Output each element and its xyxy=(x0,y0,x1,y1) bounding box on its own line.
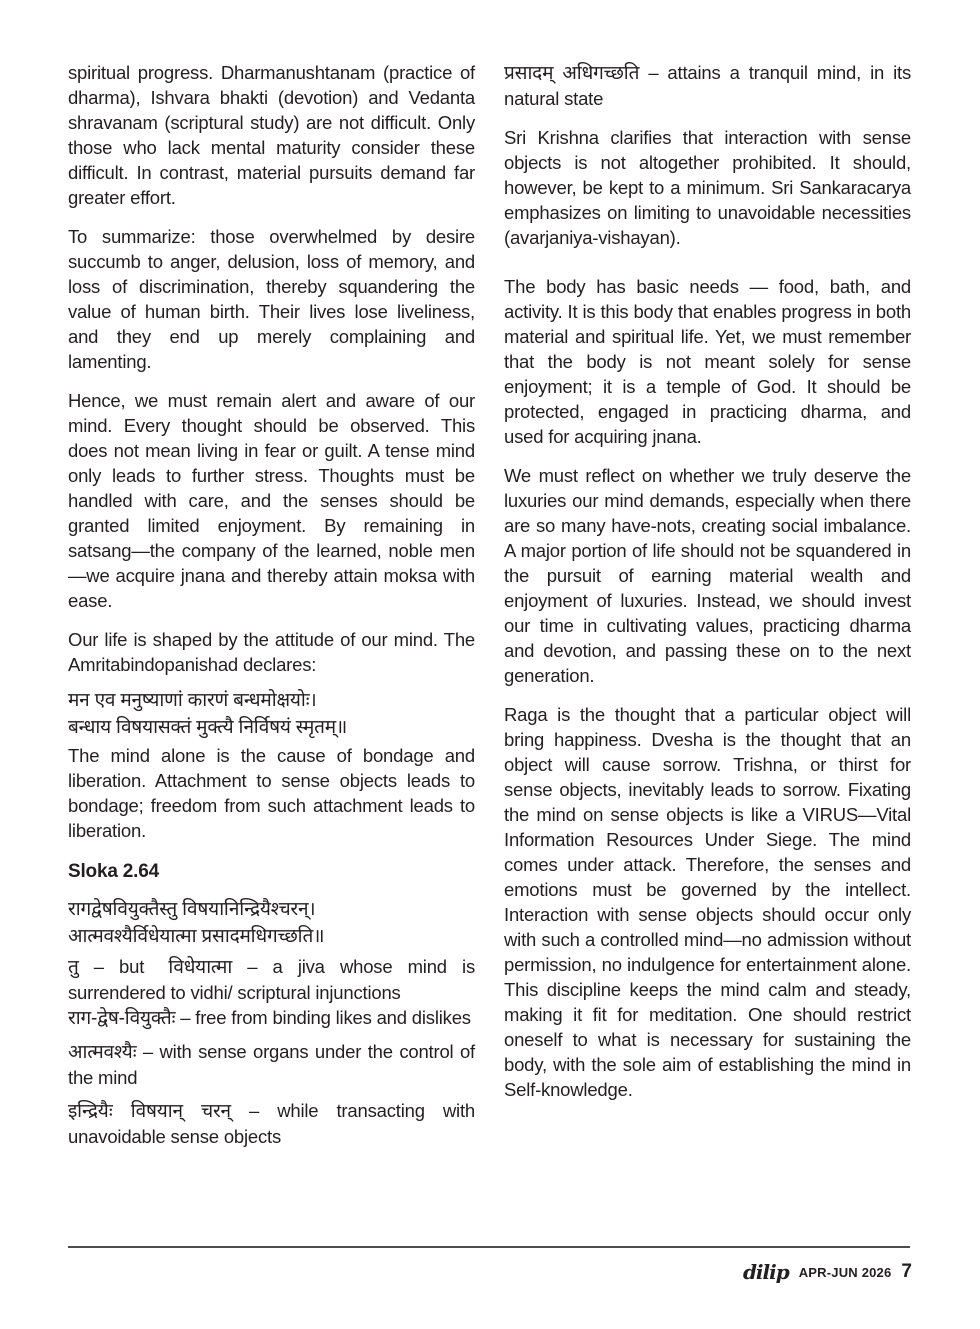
glossary-meaning: – free from binding likes and dislikes xyxy=(175,1007,471,1028)
paragraph-alert-mind: Hence, we must remain alert and aware of our mind. Every thought should be observed. This does not mean living in fear or guilt. A tense mind only leads to further stress. Thoughts must be handled with care, and the senses should be granted limited enjoyment. By remaining in satsang—the company of the learned, noble men—we acquire jnana and thereby attain moksa with ease. xyxy=(68,390,475,611)
verse-translation: The mind alone is the cause of bondage and liberation. Attachment to sense objects leads to bondage; freedom from such attachment leads to liberation. xyxy=(68,745,475,841)
upanishad-verse-line-1: मन एव मनुष्याणां कारणं बन्धमोक्षयोः। xyxy=(68,690,317,711)
glossary-entry xyxy=(68,1039,475,1090)
page-number: 7 xyxy=(901,1261,912,1282)
glossary-entry xyxy=(68,954,475,1005)
brand-logo: dilip xyxy=(742,1260,789,1284)
sloka-verse xyxy=(68,896,475,950)
page-footer xyxy=(743,1258,912,1286)
footer-divider xyxy=(68,1246,910,1248)
glossary-term: राग-द्वेष-वियुक्तैः xyxy=(68,1008,176,1029)
sloka-heading: Sloka 2.64 xyxy=(68,861,159,882)
glossary-meaning: – attains a tranquil mind, in its natural state xyxy=(504,62,912,109)
glossary-term: विधेयात्मा xyxy=(168,957,233,978)
sloka-verse-line-2: आत्मवश्यैर्विधेयात्मा प्रसादमधिगच्छति॥ xyxy=(68,926,325,947)
paragraph-reflect-luxuries: We must reflect on whether we truly deserve the luxuries our mind demands, especially when there are so many have-nots, creating social imbalance. A major portion of life should not be squandered in the pursuit of earning material wealth and enjoyment of luxuries. Instead, we should invest our time in cultivating values, practicing dharma and devotion, and passing these on to the next generation. xyxy=(504,465,911,686)
sloka-verse-line-1: रागद्वेषवियुक्तैस्तु विषयानिन्द्रियैश्चरन्। xyxy=(68,899,316,920)
glossary-meaning: – but xyxy=(78,956,169,977)
glossary-meaning: – with sense organs under the control of the mind xyxy=(68,1041,475,1088)
glossary-entry xyxy=(68,1005,475,1031)
paragraph-sri-krishna-clarifies: Sri Krishna clarifies that interaction with sense objects is not altogether prohibited. It should, however, be kept to a minimum. Sri Sankaracarya emphasizes on limiting to unavoidable necessities (avarjaniya-vishayan). xyxy=(504,127,911,248)
paragraph-body-basic-needs: The body has basic needs — food, bath, and activity. It is this body that enables progress in both material and spiritual life. Yet, we must remember that the body is not meant solely for sense enjoyment; it is a temple of God. It should be protected, engaged in practicing dharma, and used for acquiring jnana. xyxy=(504,276,911,447)
glossary-meaning: – a jiva whose mind is surrendered to vidhi/ scriptural injunctions xyxy=(68,956,476,1003)
glossary-term: प्रसादम् अधिगच्छति xyxy=(504,63,640,84)
glossary-term: आत्मवश्यैः xyxy=(68,1042,137,1063)
glossary-entry xyxy=(68,1098,475,1149)
left-column xyxy=(68,60,475,1157)
glossary-term: तु xyxy=(68,957,79,978)
right-column xyxy=(504,60,911,1116)
glossary-meaning: – while transacting with unavoidable sense objects xyxy=(68,1100,475,1147)
upanishad-verse xyxy=(68,687,475,741)
paragraph-raga-dvesha: Raga is the thought that a particular object will bring happiness. Dvesha is the thought that an object will cause sorrow. Trishna, or thirst for sense objects, inevitably leads to sorrow. Fixating the mind on sense objects is like a VIRUS—Vital Information Resources Under Siege. The mind comes under attack. Therefore, the senses and emotions must be governed by the intellect. Interaction with sense objects should occur only with such a controlled mind—no admission without permission, no indulgence for entertainment alone. This discipline keeps the mind calm and steady, making it fit for meditation. One should restrict oneself to what is necessary for sustaining the body, with the sole aim of establishing the mind in Self-knowledge. xyxy=(504,704,911,1100)
paragraph-summary: To summarize: those overwhelmed by desire succumb to anger, delusion, loss of memory, and loss of discrimination, thereby squandering the value of human birth. Their lives lose liveliness, and they end up merely complaining and lamenting. xyxy=(68,226,475,372)
glossary-term: इन्द्रियैः विषयान् चरन् xyxy=(68,1101,231,1122)
glossary-entry xyxy=(504,60,911,111)
paragraph-spiritual-progress: spiritual progress. Dharmanushtanam (practice of dharma), Ishvara bhakti (devotion) and Vedanta shravanam (scriptural study) are not difficult. Only those who lack mental maturity consider these difficult. In contrast, material pursuits demand far greater effort. xyxy=(68,62,475,208)
upanishad-verse-line-2: बन्धाय विषयासक्तं मुक्त्यै निर्विषयं स्मृतम्॥ xyxy=(68,717,348,738)
issue-date: APR-JUN 2026 xyxy=(798,1264,892,1280)
paragraph-attitude-of-mind: Our life is shaped by the attitude of our mind. The Amritabindopanishad declares: xyxy=(68,629,475,675)
